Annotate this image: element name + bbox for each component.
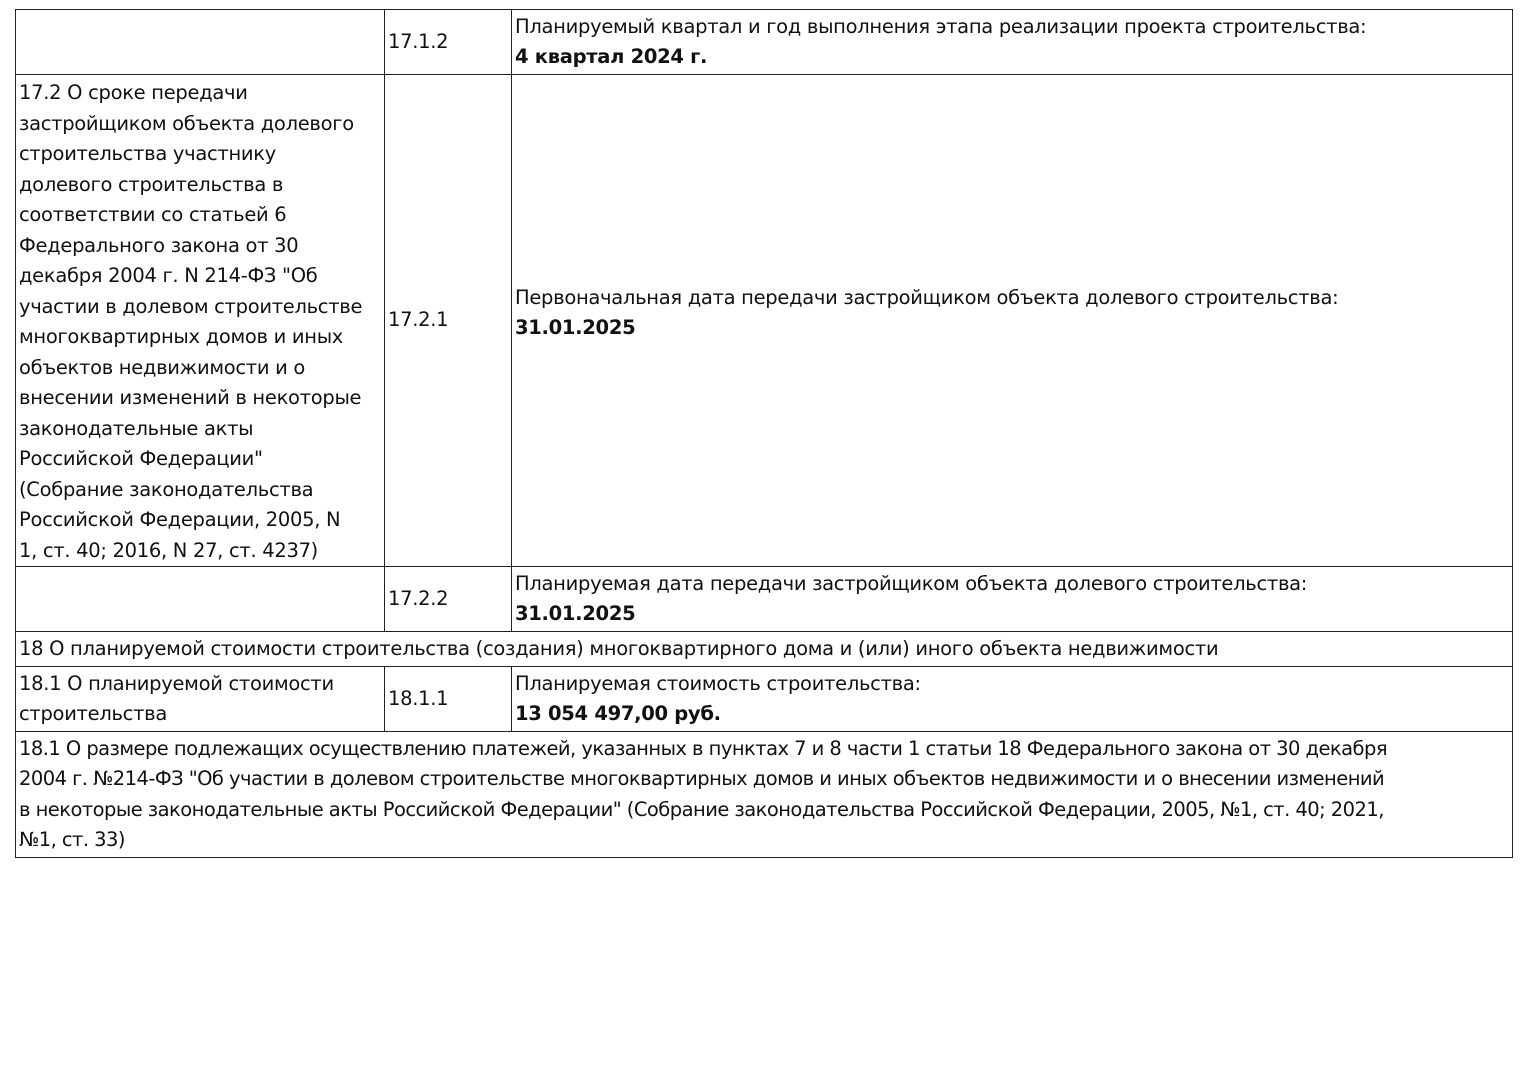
project-declaration-table [15,9,1513,858]
section-text-line: 18.1 О размере подлежащих осуществлению платежей, указанных в пунктах 7 и 8 части 1 статьи 18 Федерального закона от 30 декабря [19,736,1388,760]
section-text-line: соответствии со статьей 6 [19,203,287,226]
section-cell [16,75,385,567]
section-text-line: 2004 г. №214-ФЗ "Об участии в долевом строительстве многоквартирных домов и иных объектов недвижимости и о внесении изменений [19,767,1385,790]
table-row-18-1-1 [16,667,1513,732]
item-label: Планируемый квартал и год выполнения этапа реализации проекта строительства: [515,14,1367,38]
section-text-line: долевого строительства в [19,172,284,196]
section-text-line: в некоторые законодательные акты Российской Федерации" (Собрание законодательства Российской Федерации, 2005, №1, ст. 40; 2021, [19,797,1384,821]
item-code: 17.1.2 [385,10,512,75]
item-label: Первоначальная дата передачи застройщиком объекта долевого строительства: [515,285,1339,309]
section-text-line: Федерального закона от 30 [19,233,299,257]
table-row-18-1-payments [16,732,1513,858]
item-content [512,567,1513,632]
section-text-line: (Собрание законодательства [19,477,314,501]
section-text-line: 17.2 О сроке передачи [19,81,248,104]
item-value: 4 квартал 2024 г. [515,45,708,68]
section-text-line: застройщиком объекта долевого [19,111,354,135]
section-cell [16,667,385,732]
item-value: 31.01.2025 [515,316,636,339]
table-row-18-heading [16,632,1513,667]
item-content [512,75,1513,567]
section-text-line: внесении изменений в некоторые [19,386,362,409]
section-text-line: законодательные акты [19,416,254,440]
item-label: Планируемая дата передачи застройщиком объекта долевого строительства: [515,571,1308,595]
section-text-line: декабря 2004 г. N 214-ФЗ "Об [19,264,318,287]
section-text-line: строительства участнику [19,142,277,165]
item-value: 31.01.2025 [515,602,636,625]
section-heading: 18 О планируемой стоимости строительства (создания) многоквартирного дома и (или) иного объекта недвижимости [16,632,1513,667]
section-text-line: Российской Федерации" [19,447,263,470]
section-text-line: 18.1 О планируемой стоимости [19,671,334,695]
section-text-line: участии в долевом строительстве [19,294,363,318]
section-text-line: Российской Федерации, 2005, N [19,508,341,531]
item-label: Планируемая стоимость строительства: [515,671,921,695]
section-cell-empty [16,10,385,75]
section-text-line: 1, ст. 40; 2016, N 27, ст. 4237) [19,538,318,562]
section-text-line: строительства [19,702,167,725]
payments-section-text [16,732,1513,858]
table-row-17-2-1 [16,75,1513,567]
item-content [512,10,1513,75]
section-text-line: объектов недвижимости и о [19,355,306,379]
table-row-17-2-2 [16,567,1513,632]
section-text-line: №1, ст. 33) [19,828,125,851]
section-cell-empty [16,567,385,632]
item-code: 17.2.2 [385,567,512,632]
item-code: 17.2.1 [385,75,512,567]
table-row-17-1-2 [16,10,1513,75]
section-text-line: многоквартирных домов и иных [19,325,344,348]
item-content [512,667,1513,732]
item-value: 13 054 497,00 руб. [515,702,721,725]
item-code: 18.1.1 [385,667,512,732]
